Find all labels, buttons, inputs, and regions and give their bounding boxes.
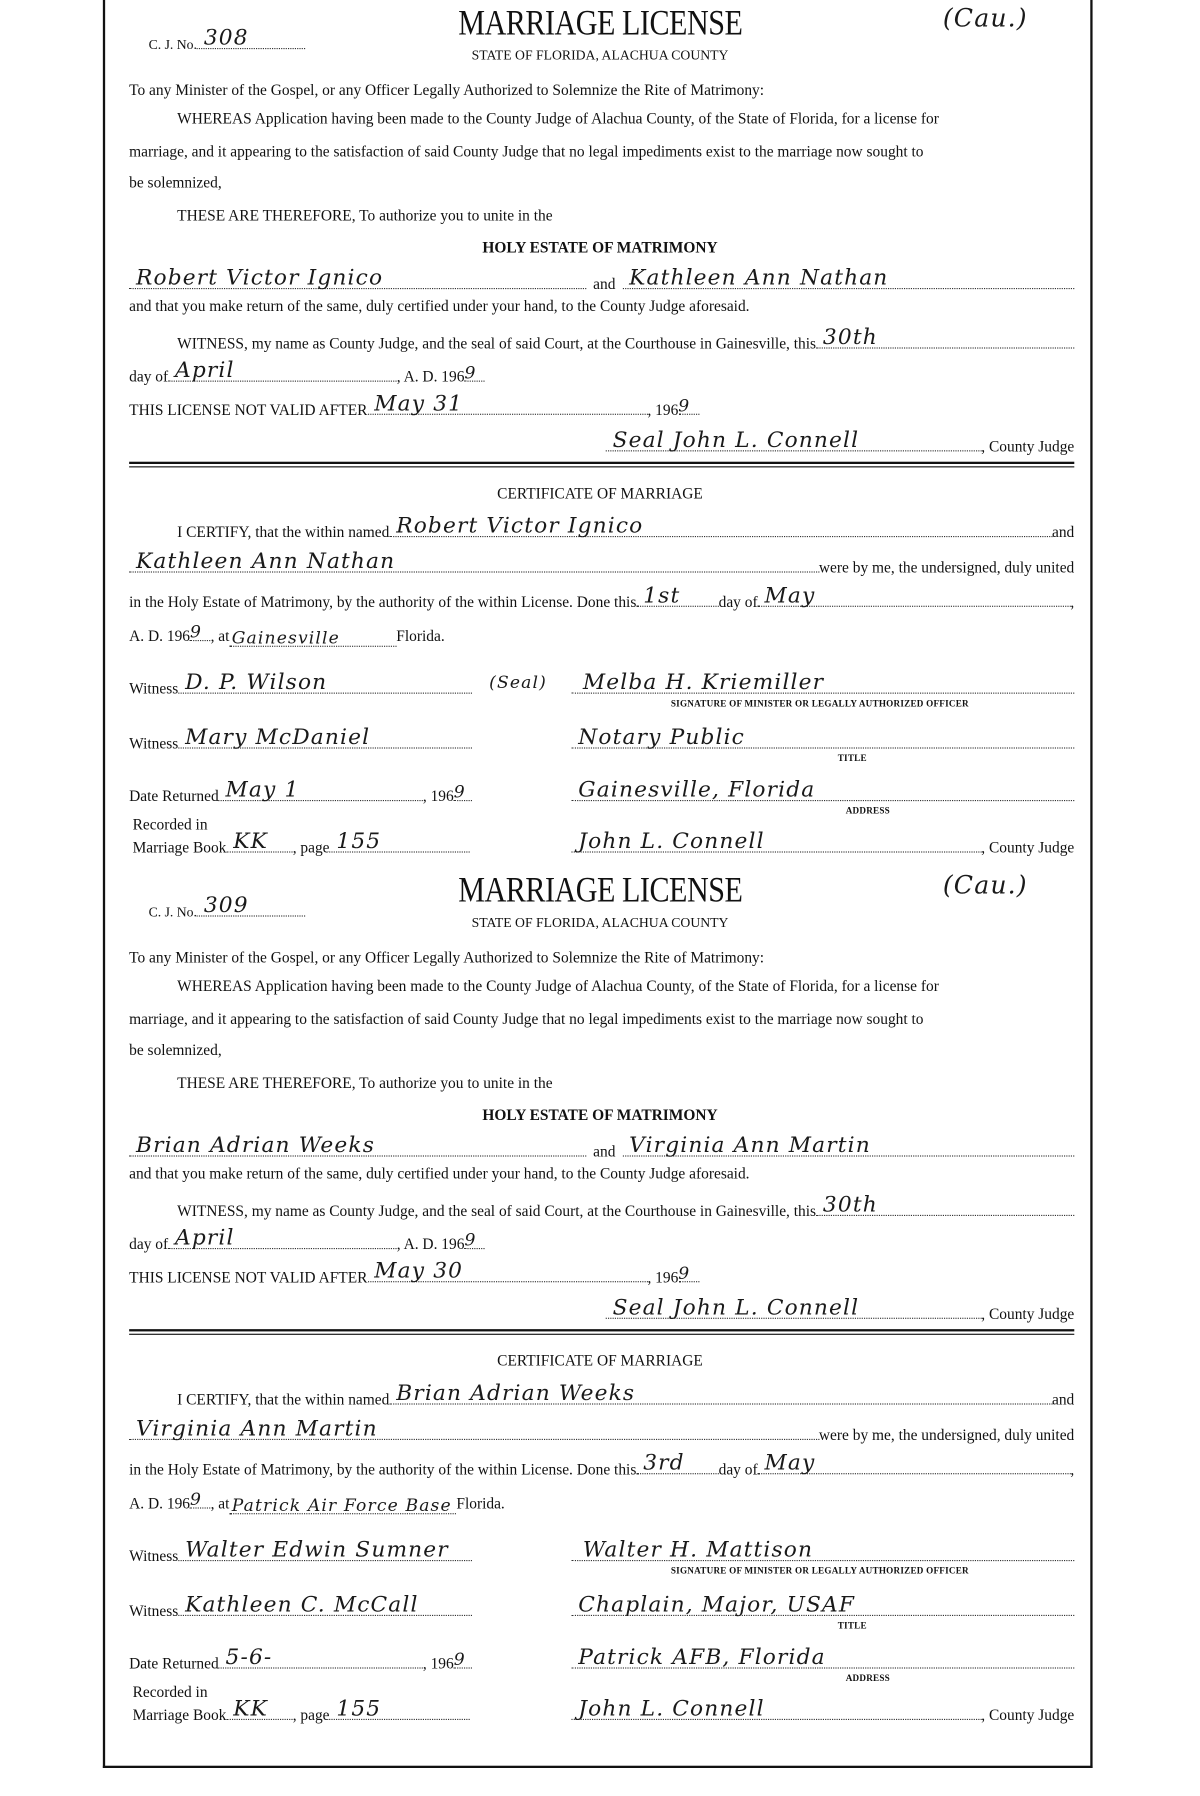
not-valid-year: 9 [678, 1262, 691, 1284]
day-of-row [129, 357, 1074, 387]
month: April [174, 357, 235, 383]
and-text: and [1051, 1390, 1075, 1408]
date-returned: May 1 [225, 777, 300, 803]
handwritten-note: (Cau.) [942, 871, 1028, 901]
done-text: in the Holy Estate of Matrimony, by the authority of the within License. Done this [129, 1460, 637, 1478]
officiant-title-row [571, 724, 1074, 750]
page-label: , page [292, 838, 330, 856]
day-of-label: day of [718, 1460, 758, 1478]
names-row [129, 1132, 1074, 1161]
cert-bride-row [129, 548, 1075, 577]
book-field [226, 1695, 292, 1722]
were-united-text: were by me, the undersigned, duly united [818, 1426, 1075, 1444]
certify-text: I CERTIFY, that the within named [177, 523, 390, 541]
marriage-license [0, 867, 1200, 1734]
whereas-row-1 [177, 977, 1074, 995]
witness1-row [129, 1537, 472, 1566]
note-row [943, 5, 1028, 34]
not-valid-year-field [678, 395, 699, 416]
place: Patrick Air Force Base [231, 1494, 452, 1516]
recorder-signature: John L. Connell [578, 828, 765, 854]
certificate-title-row [0, 1352, 1200, 1370]
cj-number: 308 [203, 25, 249, 51]
certificate-title: CERTIFICATE OF MARRIAGE [497, 1351, 703, 1370]
subtitle-row [0, 47, 1200, 64]
bride-name: Kathleen Ann Nathan [629, 265, 889, 291]
witness-label: Witness [129, 734, 179, 752]
whereas-text-3: be solemnized, [129, 1041, 222, 1059]
returned-year-field [453, 781, 472, 803]
done-row [129, 582, 1075, 612]
page-number: 155 [336, 828, 382, 854]
day-of-row [129, 1225, 1074, 1254]
done-day: 3rd [643, 1450, 685, 1476]
handwritten-note: (Cau.) [942, 4, 1028, 34]
whereas-row-1 [177, 110, 1074, 128]
signature-label: SIGNATURE OF MINISTER OR LEGALLY AUTHORIZED OFFICER [670, 1565, 969, 1576]
place: Gainesville [231, 627, 340, 648]
comma-196: , 196 [647, 401, 679, 419]
recorder-signature: John L. Connell [578, 1695, 765, 1722]
section-divider [129, 1329, 1074, 1335]
license-title: MARRIAGE LICENSE [457, 2, 743, 43]
note-row [943, 872, 1028, 901]
date-returned-row [129, 1644, 472, 1673]
whereas-text-3: be solemnized, [129, 173, 222, 191]
recorded-in-row [133, 816, 208, 834]
not-valid-row [129, 390, 1074, 420]
judge-signature-row [606, 427, 1075, 456]
officiant-signature: Walter H. Mattison [582, 1537, 814, 1563]
place-field [229, 1493, 456, 1515]
county-judge-label: , County Judge [981, 838, 1075, 856]
witness2-signature: Kathleen C. McCall [185, 1591, 419, 1618]
return-text: and that you make return of the same, duly certified under your hand, to the County Judge aforesaid. [129, 297, 750, 315]
place-row [129, 621, 1074, 648]
returned-year: 9 [453, 1649, 466, 1670]
date-returned: 5-6- [225, 1644, 273, 1670]
address-label: ADDRESS [845, 805, 890, 816]
not-valid-date: May 31 [374, 390, 464, 416]
ad-year: 9 [189, 621, 203, 643]
recorder-field [571, 1695, 981, 1722]
page-field [330, 828, 470, 854]
done-month-field [758, 582, 1071, 608]
county-judge-label: , County Judge [981, 437, 1075, 455]
judge-signature-field [606, 427, 982, 453]
year-digit: 9 [464, 362, 477, 383]
ad-year-field [190, 1491, 211, 1508]
at-label: , at [210, 1494, 230, 1512]
witness2-field [178, 724, 472, 750]
groom-name: Brian Adrian Weeks [135, 1132, 375, 1158]
page-number: 155 [336, 1695, 382, 1722]
witness-judge-text: WITNESS, my name as County Judge, and the seal of said Court, at the Courthouse in Gainesville, this [177, 1202, 817, 1220]
cj-label: C. J. No. [148, 36, 197, 53]
done-text: in the Holy Estate of Matrimony, by the authority of the within License. Done this [129, 593, 637, 611]
cj-number: 309 [203, 892, 249, 918]
names-row [129, 265, 1074, 294]
not-valid-year-field [678, 1262, 699, 1284]
and-text: and [593, 275, 616, 293]
ad-year-field [189, 621, 211, 643]
officiant-title-row [571, 1591, 1074, 1618]
recorder-row [571, 1695, 1075, 1725]
salutation: To any Minister of the Gospel, or any Officer Legally Authorized to Solemnize the Rite of Matrimony: [129, 948, 765, 966]
therefore-row [177, 207, 1074, 225]
return-text: and that you make return of the same, duly certified under your hand, to the County Judge aforesaid. [129, 1164, 750, 1182]
florida-label: Florida. [396, 627, 445, 645]
witness-day-field [816, 324, 1074, 350]
whereas-row-3 [129, 1041, 1074, 1059]
witness1-field [178, 669, 472, 695]
done-day-field [636, 582, 718, 608]
officiant-row [571, 1537, 1074, 1563]
witness-label: Witness [129, 1547, 179, 1565]
bride-field [622, 265, 1074, 291]
ad-label: A. D. 196 [129, 627, 190, 645]
groom-name: Robert Victor Ignico [135, 265, 384, 291]
witness2-field [178, 1591, 472, 1618]
date-returned-field [219, 1644, 423, 1670]
officiant-signature: Melba H. Kriemiller [582, 669, 825, 695]
comma-196: , 196 [422, 1654, 454, 1672]
license-subtitle: STATE OF FLORIDA, ALACHUA COUNTY [471, 46, 729, 63]
subtitle-row [0, 914, 1200, 931]
date-returned-label: Date Returned [129, 787, 219, 805]
address-label: ADDRESS [845, 1673, 890, 1684]
returned-year-field [454, 1651, 472, 1668]
witness2-signature: Mary McDaniel [185, 724, 371, 750]
witness1-signature: Walter Edwin Sumner [185, 1537, 449, 1563]
witness-judge-text: WITNESS, my name as County Judge, and the seal of said Court, at the Courthouse in Gainesville, this [177, 334, 817, 352]
officiant-title: Chaplain, Major, USAF [578, 1591, 856, 1618]
not-valid-year: 9 [678, 395, 691, 416]
witness-judge-row [177, 324, 1074, 353]
date-returned-row [129, 777, 472, 806]
cert-bride-name: Kathleen Ann Nathan [135, 548, 396, 574]
not-valid-date: May 30 [374, 1258, 464, 1284]
not-valid-label: THIS LICENSE NOT VALID AFTER [129, 1268, 368, 1286]
certify-row [177, 513, 1075, 542]
whereas-row-2 [129, 1010, 1074, 1028]
address-field [571, 777, 1074, 803]
page-field [330, 1695, 470, 1722]
comma: , [1070, 593, 1075, 611]
holy-estate-heading: HOLY ESTATE OF MATRIMONY [482, 238, 718, 256]
therefore-text: THESE ARE THEREFORE, To authorize you to unite in the [177, 1074, 553, 1092]
therefore-row [177, 1074, 1074, 1092]
salutation: To any Minister of the Gospel, or any Officer Legally Authorized to Solemnize the Rite of Matrimony: [129, 81, 765, 99]
date-returned-label: Date Returned [129, 1654, 219, 1672]
done-row [129, 1450, 1075, 1479]
ad-year: 9 [189, 1489, 203, 1510]
witness-label: Witness [129, 679, 179, 698]
salutation-row [129, 949, 1074, 967]
officiant-seal: (Seal) [489, 671, 547, 693]
address: Gainesville, Florida [578, 777, 816, 803]
witness1-row [129, 669, 472, 699]
place-row [129, 1491, 1074, 1514]
cert-bride-row [129, 1415, 1075, 1445]
witness2-row [129, 724, 472, 753]
ad-label: , A. D. 196 [396, 367, 465, 386]
whereas-text-2: marriage, and it appearing to the satisfaction of said County Judge that no legal impediments exist to the marriage now sought to [129, 1010, 924, 1028]
marriage-book-label: Marriage Book [132, 838, 227, 856]
month: April [174, 1225, 235, 1251]
florida-label: Florida. [456, 1494, 505, 1512]
at-label: , at [210, 627, 230, 645]
title-label: TITLE [837, 753, 867, 764]
recorder-row [571, 828, 1075, 857]
date-returned-field [219, 777, 423, 803]
witness1-signature: D. P. Wilson [185, 669, 328, 695]
address-field [571, 1644, 1074, 1670]
judge-signature: Seal John L. Connell [612, 1294, 860, 1320]
not-valid-row [129, 1258, 1074, 1287]
not-valid-date-field [367, 390, 647, 416]
whereas-row-3 [129, 174, 1074, 192]
county-judge-label: , County Judge [981, 1706, 1075, 1724]
were-united-text: were by me, the undersigned, duly united [818, 558, 1075, 576]
not-valid-label: THIS LICENSE NOT VALID AFTER [129, 401, 368, 419]
year-field [464, 1229, 485, 1251]
holy-estate-row [0, 1106, 1200, 1124]
address-row [571, 777, 1074, 803]
whereas-text-2: marriage, and it appearing to the satisfaction of said County Judge that no legal impediments exist to the marriage now sought to [129, 142, 924, 160]
done-day-field [636, 1450, 718, 1476]
recorded-in-row [133, 1683, 208, 1701]
section-divider [129, 462, 1074, 468]
bottom-border [103, 1766, 1093, 1768]
ad-label: A. D. 196 [129, 1494, 190, 1512]
month-field [168, 1225, 397, 1251]
witness-day-field [816, 1191, 1074, 1218]
done-month: May [764, 582, 816, 608]
judge-signature: Seal John L. Connell [612, 427, 860, 453]
comma-196: , 196 [647, 1268, 679, 1286]
year-digit: 9 [464, 1229, 477, 1251]
marriage-license [0, 0, 1200, 867]
place-field [229, 625, 396, 647]
license-title: MARRIAGE LICENSE [457, 869, 743, 910]
certificate-title-row [0, 485, 1200, 503]
judge-signature-field [606, 1294, 982, 1320]
holy-estate-row [0, 239, 1200, 257]
book: KK [233, 828, 268, 854]
ad-label: , A. D. 196 [396, 1235, 465, 1253]
day-of-label: day of [129, 367, 169, 386]
and-text: and [593, 1142, 616, 1160]
officiant-field [571, 1537, 1074, 1563]
witness-day: 30th [822, 324, 878, 350]
judge-signature-row [606, 1294, 1075, 1324]
book-field [226, 828, 292, 854]
return-row [129, 297, 1074, 315]
cert-groom-name: Brian Adrian Weeks [396, 1380, 636, 1406]
certificate-title: CERTIFICATE OF MARRIAGE [497, 484, 703, 502]
cert-bride-field [129, 1415, 819, 1442]
holy-estate-heading: HOLY ESTATE OF MATRIMONY [482, 1106, 718, 1124]
county-judge-label: , County Judge [981, 1305, 1075, 1323]
cert-bride-name: Virginia Ann Martin [135, 1415, 378, 1442]
whereas-text-1: WHEREAS Application having been made to the County Judge of Alachua County, of the State of Florida, for a license for [177, 977, 939, 995]
certify-text: I CERTIFY, that the within named [177, 1390, 390, 1408]
whereas-row-2 [129, 143, 1074, 161]
book: KK [233, 1695, 268, 1722]
salutation-row [129, 81, 1074, 99]
recorder-field [571, 828, 981, 854]
whereas-text-1: WHEREAS Application having been made to the County Judge of Alachua County, of the State of Florida, for a license for [177, 109, 939, 127]
address-row [571, 1644, 1074, 1670]
marriage-book-row [132, 828, 470, 857]
month-field [168, 357, 397, 383]
groom-field [129, 265, 586, 291]
witness1-field [178, 1537, 472, 1563]
recorded-in-label: Recorded in [132, 815, 208, 834]
marriage-book-row [132, 1695, 470, 1725]
return-row [129, 1165, 1074, 1183]
certify-row [177, 1380, 1075, 1409]
returned-year: 9 [453, 781, 466, 803]
year-field [464, 362, 485, 383]
witness-label: Witness [129, 1602, 179, 1620]
day-of-label: day of [718, 593, 758, 611]
therefore-text: THESE ARE THEREFORE, To authorize you to unite in the [177, 206, 553, 224]
witness-day: 30th [822, 1191, 878, 1218]
title-label: TITLE [837, 1620, 867, 1631]
signature-label: SIGNATURE OF MINISTER OR LEGALLY AUTHORIZED OFFICER [670, 698, 969, 709]
cert-groom-name: Robert Victor Ignico [396, 513, 644, 539]
comma: , [1070, 1460, 1075, 1478]
day-of-label: day of [129, 1235, 169, 1253]
bride-field [622, 1132, 1074, 1158]
officiant-title: Notary Public [578, 724, 745, 750]
officiant-row [571, 669, 1074, 695]
recorded-in-label: Recorded in [132, 1683, 208, 1701]
done-day: 1st [643, 582, 681, 608]
cj-label: C. J. No. [148, 903, 197, 920]
groom-field [129, 1132, 586, 1158]
officiant-field [571, 669, 1074, 695]
cert-groom-field [389, 513, 1052, 539]
license-subtitle: STATE OF FLORIDA, ALACHUA COUNTY [471, 914, 729, 931]
cert-bride-field [129, 548, 819, 574]
done-month: May [764, 1450, 816, 1476]
cert-groom-field [389, 1380, 1052, 1406]
address: Patrick AFB, Florida [578, 1644, 826, 1670]
page-label: , page [292, 1706, 330, 1724]
comma-196: , 196 [422, 787, 454, 805]
done-month-field [758, 1450, 1071, 1476]
and-text: and [1051, 523, 1075, 541]
officiant-title-field [571, 724, 1074, 750]
witness-judge-row [177, 1191, 1074, 1221]
officiant-title-field [571, 1591, 1074, 1618]
bride-name: Virginia Ann Martin [629, 1132, 871, 1158]
witness2-row [129, 1591, 472, 1621]
marriage-book-label: Marriage Book [132, 1706, 227, 1724]
not-valid-date-field [367, 1258, 647, 1284]
seal-mark [489, 672, 547, 693]
